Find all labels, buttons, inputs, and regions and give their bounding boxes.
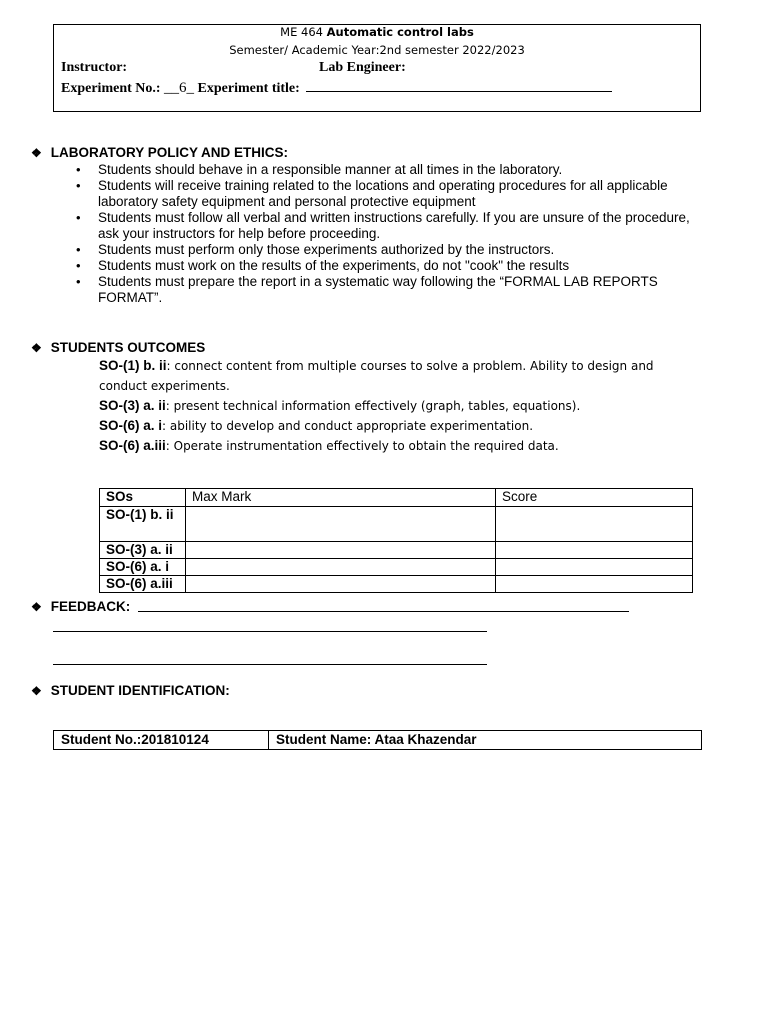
outcome-code: SO-(6) a.iii	[99, 438, 166, 453]
outcome-code: SO-(6) a. i	[99, 418, 163, 433]
policy-item-text: Students should behave in a responsible manner at all times in the laboratory.	[98, 162, 563, 177]
student-number-cell	[54, 731, 269, 750]
bullet-icon: •	[76, 162, 81, 177]
student-number-label: Student No.:	[61, 732, 142, 747]
outcome-item	[99, 436, 689, 456]
course-code: ME 464	[280, 25, 323, 39]
experiment-title-field[interactable]	[306, 79, 612, 92]
outcome-text: : Operate instrumentation effectively to obtain the required data.	[165, 439, 559, 453]
so-cell: SO-(1) b. ii	[100, 507, 186, 542]
outcomes-list	[99, 356, 689, 456]
outcome-text: : ability to develop and conduct appropriate experimentation.	[162, 419, 534, 433]
policy-list	[76, 162, 696, 306]
feedback-line-3[interactable]	[53, 664, 487, 665]
policy-heading	[31, 145, 288, 161]
feedback-heading-text: FEEDBACK:	[50, 599, 131, 614]
policy-item-text: Students must prepare the report in a systematic way following the “FORMAL LAB REPORTS FORMAT”.	[98, 274, 658, 305]
max-mark-cell[interactable]	[186, 576, 496, 593]
bullet-icon: •	[76, 210, 81, 225]
table-row	[100, 576, 693, 593]
lab-engineer-label: Lab Engineer:	[319, 60, 406, 75]
list-item	[76, 162, 696, 178]
policy-item-text: Students will receive training related to the locations and operating procedures for all applicable laboratory safety equipment and personal protective equipment	[98, 178, 668, 209]
outcome-code: SO-(3) a. ii	[99, 398, 166, 413]
experiment-title-label: Experiment title:	[197, 81, 300, 96]
experiment-line	[61, 79, 612, 97]
outcome-item	[99, 356, 689, 396]
max-mark-cell[interactable]	[186, 542, 496, 559]
policy-item-text: Students must perform only those experiments authorized by the instructors.	[98, 242, 555, 257]
max-mark-cell[interactable]	[186, 559, 496, 576]
outcomes-heading	[31, 340, 205, 356]
feedback-line-2[interactable]	[53, 631, 487, 632]
lab-header-box	[53, 24, 701, 112]
diamond-bullet-icon: ❖	[31, 600, 42, 614]
score-cell[interactable]	[496, 576, 693, 593]
semester-line: Semester/ Academic Year:2nd semester 2022/2023	[229, 43, 525, 57]
experiment-no-value: __6_	[164, 80, 195, 96]
column-header-sos: SOs	[100, 489, 186, 507]
course-line	[54, 25, 700, 39]
student-number-value: 201810124	[141, 732, 209, 747]
list-item	[76, 210, 696, 242]
policy-item-text: Students must follow all verbal and written instructions carefully. If you are unsure of the procedure, ask your instructors for help before proceeding.	[98, 210, 690, 241]
policy-heading-text: LABORATORY POLICY AND ETHICS:	[50, 145, 289, 160]
list-item	[76, 274, 696, 306]
student-name-value: Ataa Khazendar	[374, 732, 477, 747]
so-grading-table	[99, 488, 693, 593]
bullet-icon: •	[76, 274, 81, 289]
outcome-code: SO-(1) b. ii	[99, 358, 167, 373]
table-header-row	[100, 489, 693, 507]
outcome-text: : present technical information effectively (graph, tables, equations).	[165, 399, 581, 413]
table-row	[100, 542, 693, 559]
bullet-icon: •	[76, 258, 81, 273]
feedback-line-1[interactable]	[138, 611, 629, 612]
bullet-icon: •	[76, 178, 81, 193]
outcome-text: : connect content from multiple courses to solve a problem. Ability to design and conduct experiments.	[99, 359, 654, 393]
student-identification-table	[53, 730, 702, 750]
so-cell: SO-(6) a. i	[100, 559, 186, 576]
table-row	[100, 559, 693, 576]
column-header-max-mark: Max Mark	[186, 489, 496, 507]
table-row	[100, 507, 693, 542]
table-row	[54, 731, 702, 750]
outcomes-heading-text: STUDENTS OUTCOMES	[50, 340, 206, 355]
outcome-item	[99, 416, 689, 436]
score-cell[interactable]	[496, 507, 693, 542]
diamond-bullet-icon: ❖	[31, 341, 42, 355]
score-cell[interactable]	[496, 559, 693, 576]
so-cell: SO-(3) a. ii	[100, 542, 186, 559]
list-item	[76, 178, 696, 210]
student-name-label: Student Name:	[276, 732, 372, 747]
bullet-icon: •	[76, 242, 81, 257]
feedback-heading	[31, 599, 130, 615]
experiment-no-label: Experiment No.:	[61, 81, 161, 96]
student-name-cell	[269, 731, 702, 750]
list-item	[76, 258, 696, 274]
list-item	[76, 242, 696, 258]
student-id-heading-text: STUDENT IDENTIFICATION:	[50, 683, 230, 698]
student-id-heading	[31, 683, 230, 699]
course-title: Automatic control labs	[326, 25, 474, 39]
diamond-bullet-icon: ❖	[31, 146, 42, 160]
outcome-item	[99, 396, 689, 416]
max-mark-cell[interactable]	[186, 507, 496, 542]
instructor-label: Instructor:	[61, 60, 128, 75]
score-cell[interactable]	[496, 542, 693, 559]
so-cell: SO-(6) a.iii	[100, 576, 186, 593]
policy-item-text: Students must work on the results of the experiments, do not "cook" the results	[98, 258, 570, 273]
column-header-score: Score	[496, 489, 693, 507]
diamond-bullet-icon: ❖	[31, 684, 42, 698]
